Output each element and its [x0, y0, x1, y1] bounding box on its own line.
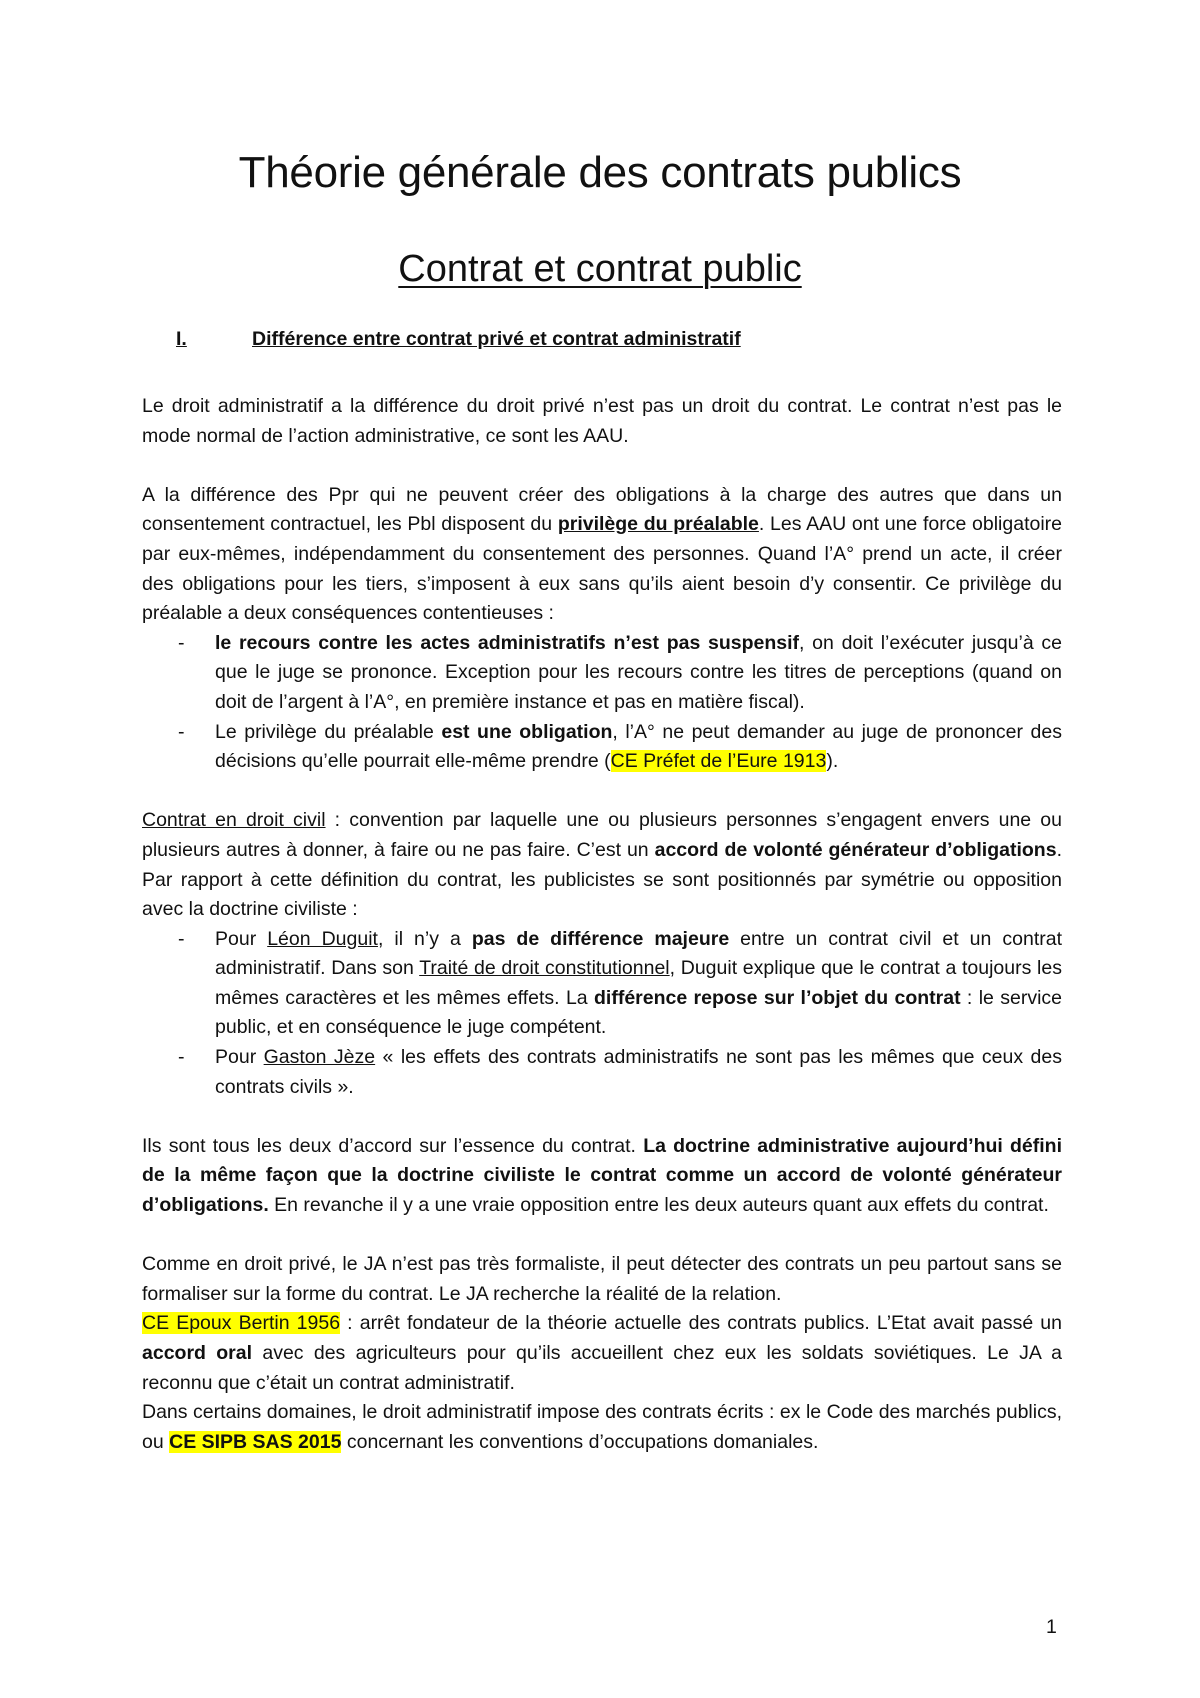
p2-term-privilege: privilège du préalable [557, 513, 759, 536]
document-body [142, 392, 1062, 1457]
l2i1-t7: , Duguit explique que le contrat a toujours les mêmes caractères et les mêmes effets. La [215, 957, 1062, 1009]
p4-text-2: En revanche il y a une vraie opposition entre les deux auteurs quant aux effets du contrat. [268, 1194, 1049, 1217]
document-subtitle [0, 248, 1200, 291]
p3-bold: accord de volonté générateur d’obligations [654, 838, 1057, 861]
l1i2-text-2: , l’A° ne peut demander au juge de prononcer des décisions qu’elle pourrait elle-même prendre ( [215, 720, 1062, 773]
paragraph-3 [142, 806, 1062, 924]
p4-text-1: Ils sont tous les deux d’accord sur l’essence du contrat. [142, 1134, 644, 1157]
l2i1-bold-1: pas de différence majeure [471, 927, 730, 950]
list-item [142, 1043, 1062, 1102]
p7-text-1: Dans certains domaines, le droit administratif impose des contrats écrits : ex le Code des marchés publics, ou [142, 1401, 1062, 1453]
p2-text-1: A la différence des Ppr qui ne peuvent créer des obligations à la charge des autres que dans un consentement contractuel, les Pbl disposent du [142, 483, 1062, 536]
section-number: I. [176, 328, 187, 350]
l2i1-t9: : le service public, et en conséquence le juge compétent. [215, 986, 1062, 1039]
l1i2-text-1: Le privilège du préalable [215, 720, 442, 743]
p4-bold: La doctrine administrative aujourd’hui défini de la même façon que la doctrine civiliste le contrat comme un accord de volonté générateur d’obligations. [142, 1134, 1063, 1217]
p3-text-1: : convention par laquelle une ou plusieurs personnes s’engagent envers une ou plusieurs autres à donner, à faire ou ne pas faire. C’est un [142, 809, 1062, 861]
paragraph-6 [142, 1309, 1062, 1398]
p3-term-contrat: Contrat en droit civil [142, 809, 326, 832]
paragraph-1: Le droit administratif a la différence du droit privé n’est pas un droit du contrat. Le contrat n’est pas le mode normal de l’action administrative, ce sont les AAU. [142, 395, 1062, 447]
l1i1-bold: le recours contre les actes administratifs n’est pas suspensif [215, 631, 800, 654]
paragraph-2 [142, 481, 1062, 629]
l2i2-t1: Pour [215, 1046, 264, 1069]
paragraph-7 [142, 1398, 1062, 1457]
subtitle-text: Contrat et contrat public [398, 248, 802, 290]
p7-text-2: concernant les conventions d’occupations domaniales. [341, 1430, 819, 1453]
l1i2-bold: est une obligation [441, 720, 613, 743]
p6-case-highlight: CE Epoux Bertin 1956 [142, 1312, 341, 1335]
l2i1-bold-2: différence repose sur l’objet du contrat [594, 986, 961, 1009]
list-dash: - [178, 720, 185, 743]
section-heading-text: Différence entre contrat privé et contrat administratif [252, 328, 741, 350]
l2i1-t5: entre un contrat civil et un contrat administratif. Dans son [215, 927, 1062, 980]
paragraph-5: Comme en droit privé, le JA n’est pas très formaliste, il peut détecter des contrats un peu partout sans se formaliser sur la forme du contrat. Le JA recherche la réalité de la relation. [142, 1253, 1062, 1305]
list-dash: - [178, 631, 185, 654]
l2i2-author: Gaston Jèze [263, 1046, 376, 1069]
consequences-list [142, 629, 1062, 777]
p2-text-2: . Les AAU ont une force obligatoire par eux-mêmes, indépendamment du consentement des personnes. Quand l’A° prend un acte, il créer des obligations pour les tiers, s’imposent à eux sans qu’ils aient besoin d’y consentir. Ce privilège du préalable a deux conséquences contentieuses : [142, 513, 1063, 625]
document-title: Théorie générale des contrats publics [238, 148, 962, 197]
authors-list [142, 925, 1062, 1103]
page-number: 1 [1046, 1616, 1057, 1638]
list-item [142, 718, 1062, 777]
l1i2-text-3: ). [826, 750, 839, 773]
p3-text-2: . Par rapport à cette définition du contrat, les publicistes se sont positionnés par symétrie ou opposition avec la doctrine civiliste : [142, 838, 1062, 921]
list-dash: - [178, 1046, 185, 1069]
list-item [142, 629, 1062, 718]
l2i1-t1: Pour [215, 927, 268, 950]
list-item [142, 925, 1062, 1043]
list-dash: - [178, 927, 185, 950]
l2i1-t3: , il n’y a [377, 927, 472, 950]
l1i2-case-highlight: CE Préfet de l’Eure 1913 [610, 750, 827, 773]
p6-bold: accord oral [142, 1342, 253, 1364]
l2i1-book: Traité de droit constitutionnel [419, 957, 670, 980]
l1i1-text: , on doit l’exécuter jusqu’à ce que le juge se prononce. Exception pour les recours contre les titres de perceptions (quand on doit de l’argent à l’A°, en première instance et pas en matière fiscal). [215, 631, 1062, 713]
l2i1-author: Léon Duguit [267, 927, 378, 950]
p7-case-highlight: CE SIPB SAS 2015 [169, 1430, 342, 1453]
paragraph-4 [142, 1132, 1062, 1221]
p6-text-2: avec des agriculteurs pour qu’ils accueillent chez eux les soldats soviétiques. Le JA a reconnu que c’était un contrat administratif. [142, 1342, 1062, 1394]
p6-text-1: : arrêt fondateur de la théorie actuelle des contrats publics. L’Etat avait passé un [340, 1312, 1062, 1335]
l2i2-t3: « les effets des contrats administratifs ne sont pas les mêmes que ceux des contrats civils ». [215, 1046, 1062, 1098]
